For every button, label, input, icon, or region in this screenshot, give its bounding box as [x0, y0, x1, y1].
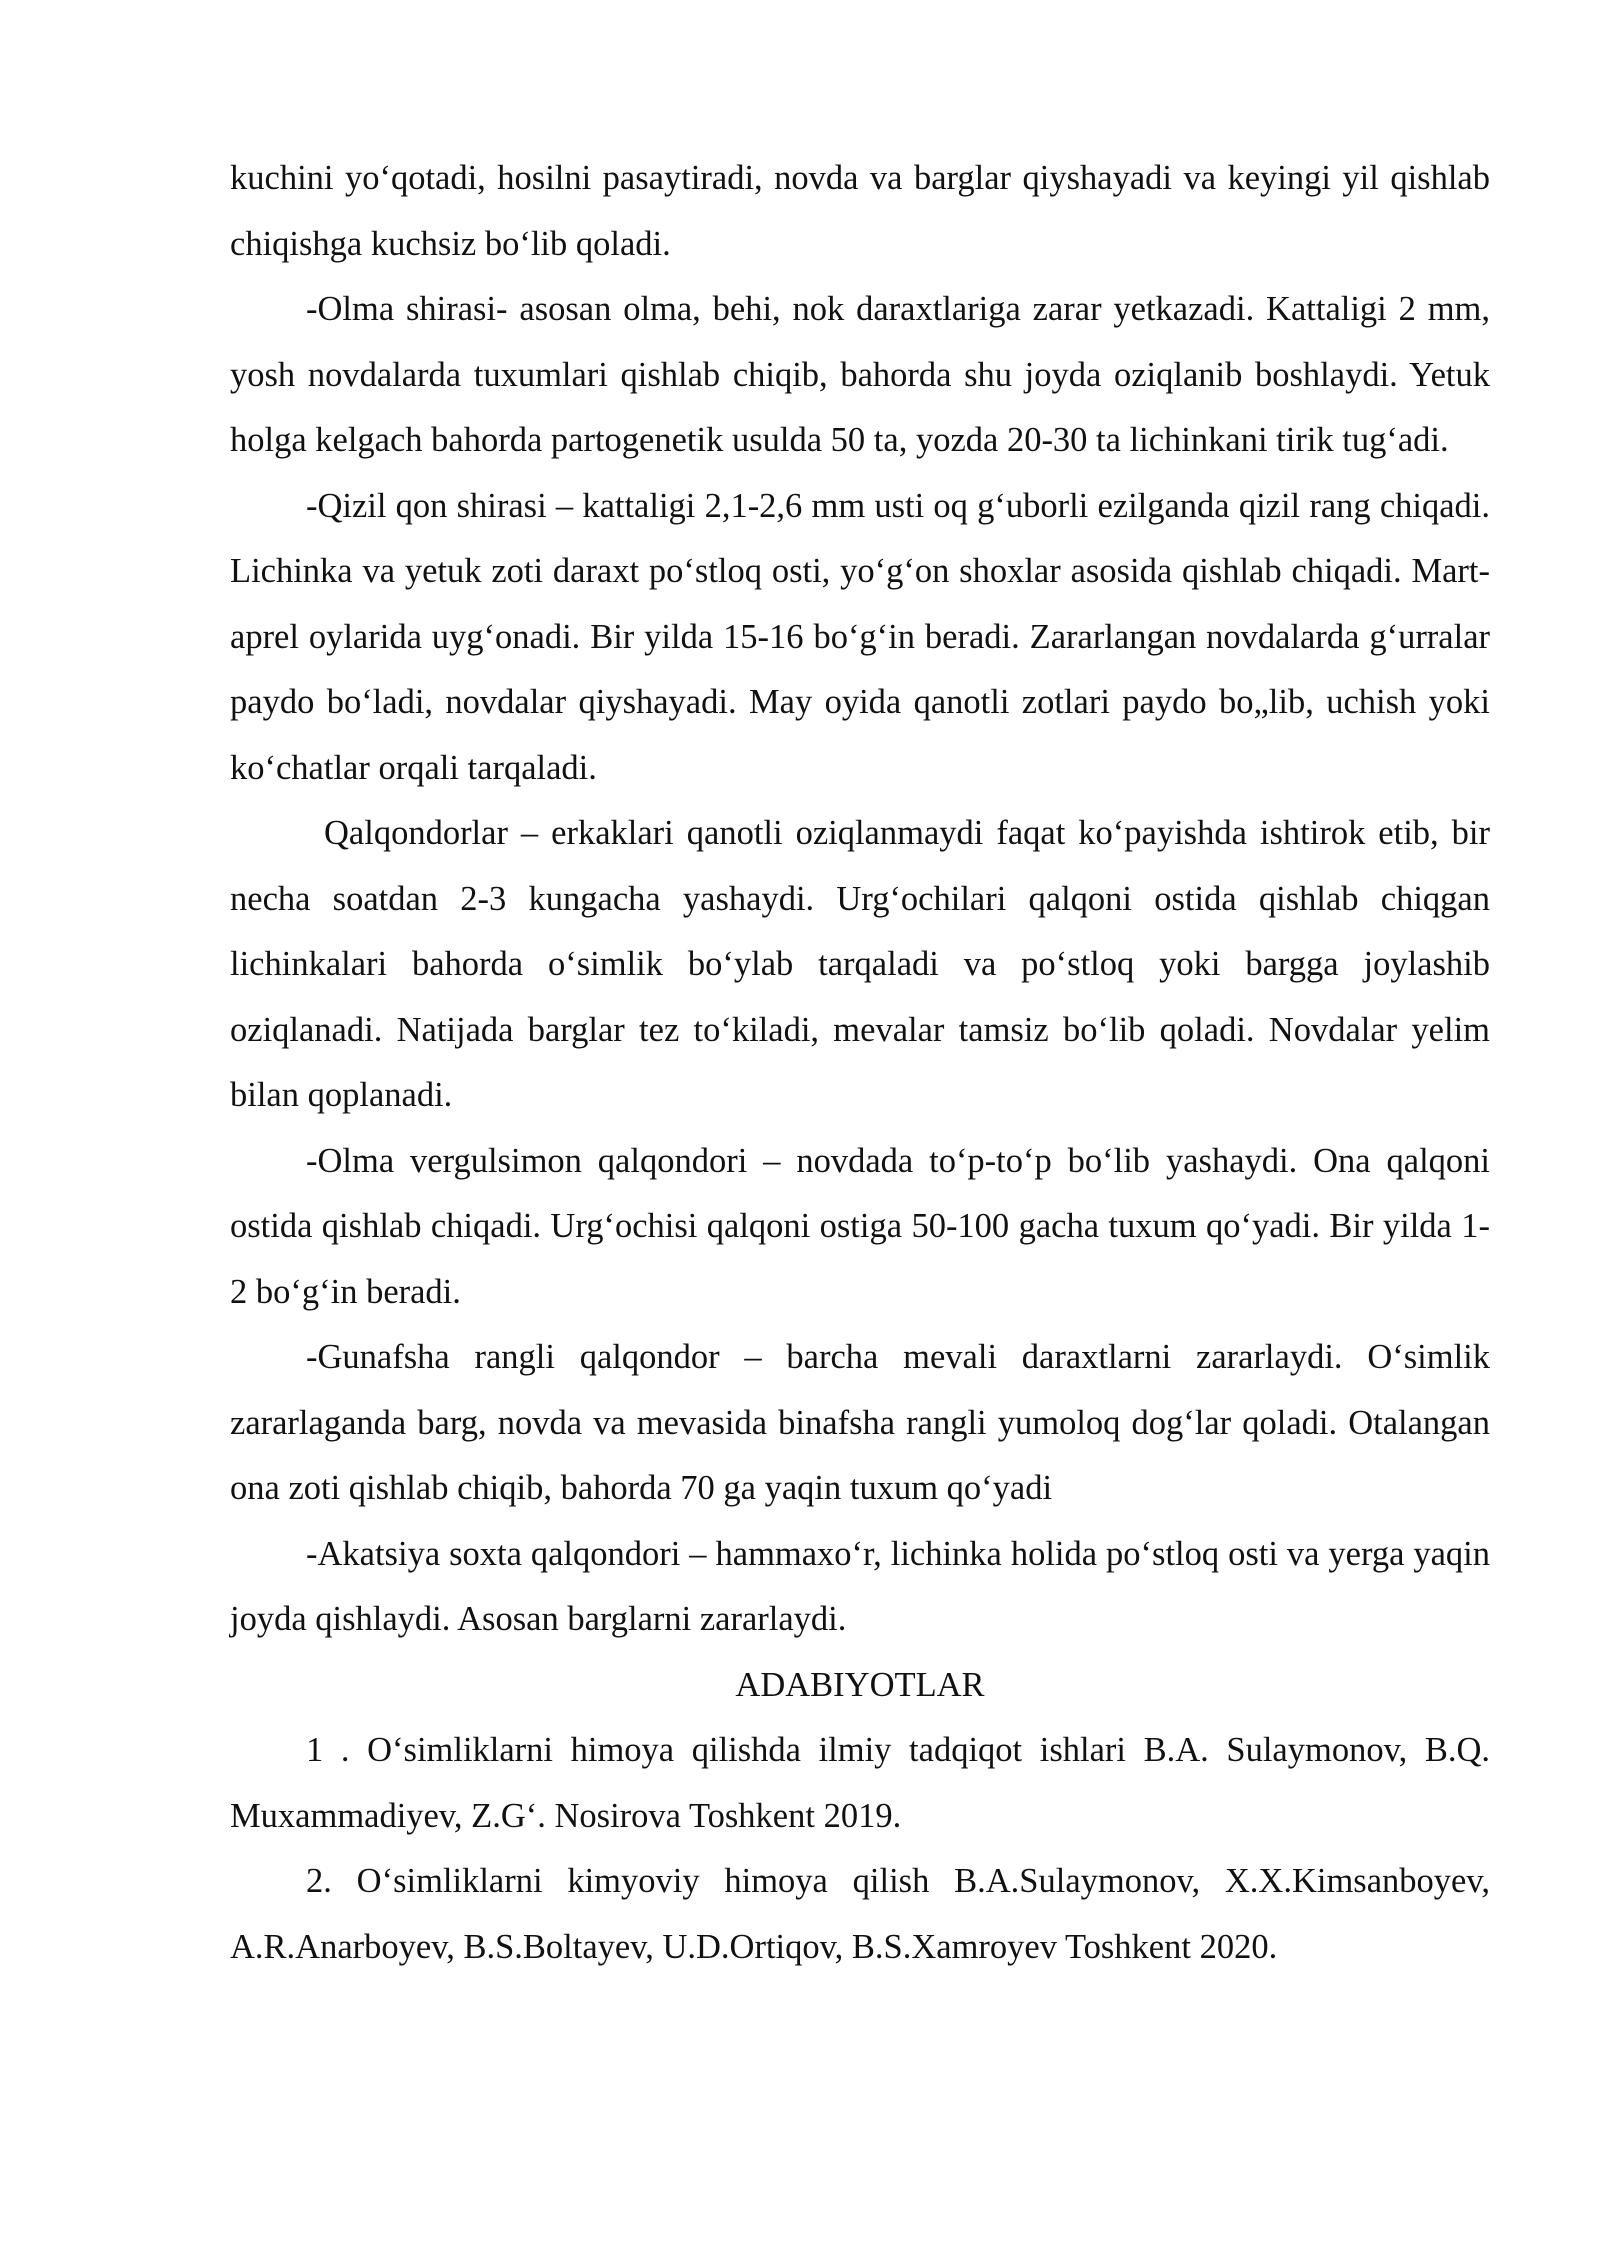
reference-item-1: 1 . O‘simliklarni himoya qilishda ilmiy tadqiqot ishlari B.A. Sulaymonov, B.Q. Muxammadiyev, Z.G‘. Nosirova Toshkent 2019. [230, 1731, 1490, 1835]
paragraph-qizil-qon-shirasi: -Qizil qon shirasi – kattaligi 2,1-2,6 mm usti oq g‘uborli ezilganda qizil rang chiqadi. Lichinka va yetuk zoti daraxt po‘stloq osti, yo‘g‘on shoxlar asosida qishlab chiqadi. Mart-aprel oylarida uyg‘onadi. Bir yilda 15-16 bo‘g‘in beradi. Zararlangan novdalarda g‘urralar paydo bo‘ladi, novdalar qiyshayadi. May oyida qanotli zotlari paydo bo„lib, uchish yoki ko‘chatlar orqali tarqaladi. [230, 486, 1490, 787]
paragraph-qalqondorlar: Qalqondorlar – erkaklari qanotli oziqlanmaydi faqat ko‘payishda ishtirok etib, bir necha soatdan 2-3 kungacha yashaydi. Urg‘ochilari qalqoni ostida qishlab chiqgan lichinkalari bahorda o‘simlik bo‘ylab tarqaladi va po‘stloq yoki bargga joylashib oziqlanadi. Natijada barglar tez to‘kiladi, mevalar tamsiz bo‘lib qoladi. Novdalar yelim bilan qoplanadi. [230, 814, 1490, 1114]
paragraph-gunafsha-rangli: -Gunafsha rangli qalqondor – barcha mevali daraxtlarni zararlaydi. O‘simlik zararlaganda barg, novda va mevasida binafsha rangli yumoloq dog‘lar qoladi. Otalangan ona zoti qishlab chiqib, bahorda 70 ga yaqin tuxum qo‘yadi [230, 1338, 1490, 1507]
paragraph-olma-vergulsimon: -Olma vergulsimon qalqondori – novdada to‘p-to‘p bo‘lib yashaydi. Ona qalqoni ostida qishlab chiqadi. Urg‘ochisi qalqoni ostiga 50-100 gacha tuxum qo‘yadi. Bir yilda 1-2 bo‘g‘in beradi. [230, 1141, 1490, 1311]
paragraph-continuation: kuchini yo‘qotadi, hosilni pasaytiradi, novda va barglar qiyshayadi va keyingi yil qishlab chiqishga kuchsiz bo‘lib qoladi. [230, 159, 1490, 263]
paragraph-olma-shirasi: -Olma shirasi- asosan olma, behi, nok daraxtlariga zarar yetkazadi. Kattaligi 2 mm, yosh novdalarda tuxumlari qishlab chiqib, bahorda shu joyda oziqlanib boshlaydi. Yetuk holga kelgach bahorda partogenetik usulda 50 ta, yozda 20-30 ta lichinkani tirik tug‘adi. [230, 290, 1490, 459]
document-page [230, 146, 1490, 1980]
reference-item-2: 2. O‘simliklarni kimyoviy himoya qilish B.A.Sulaymonov, X.X.Kimsanboyev, A.R.Anarboyev, B.S.Boltayev, U.D.Ortiqov, B.S.Xamroyev Toshkent 2020. [230, 1862, 1490, 1966]
references-heading: ADABIYOTLAR [735, 1665, 985, 1704]
paragraph-akatsiya: -Akatsiya soxta qalqondori – hammaxo‘r, lichinka holida po‘stloq osti va yerga yaqin joyda qishlaydi. Asosan barglarni zararlaydi. [230, 1534, 1490, 1638]
